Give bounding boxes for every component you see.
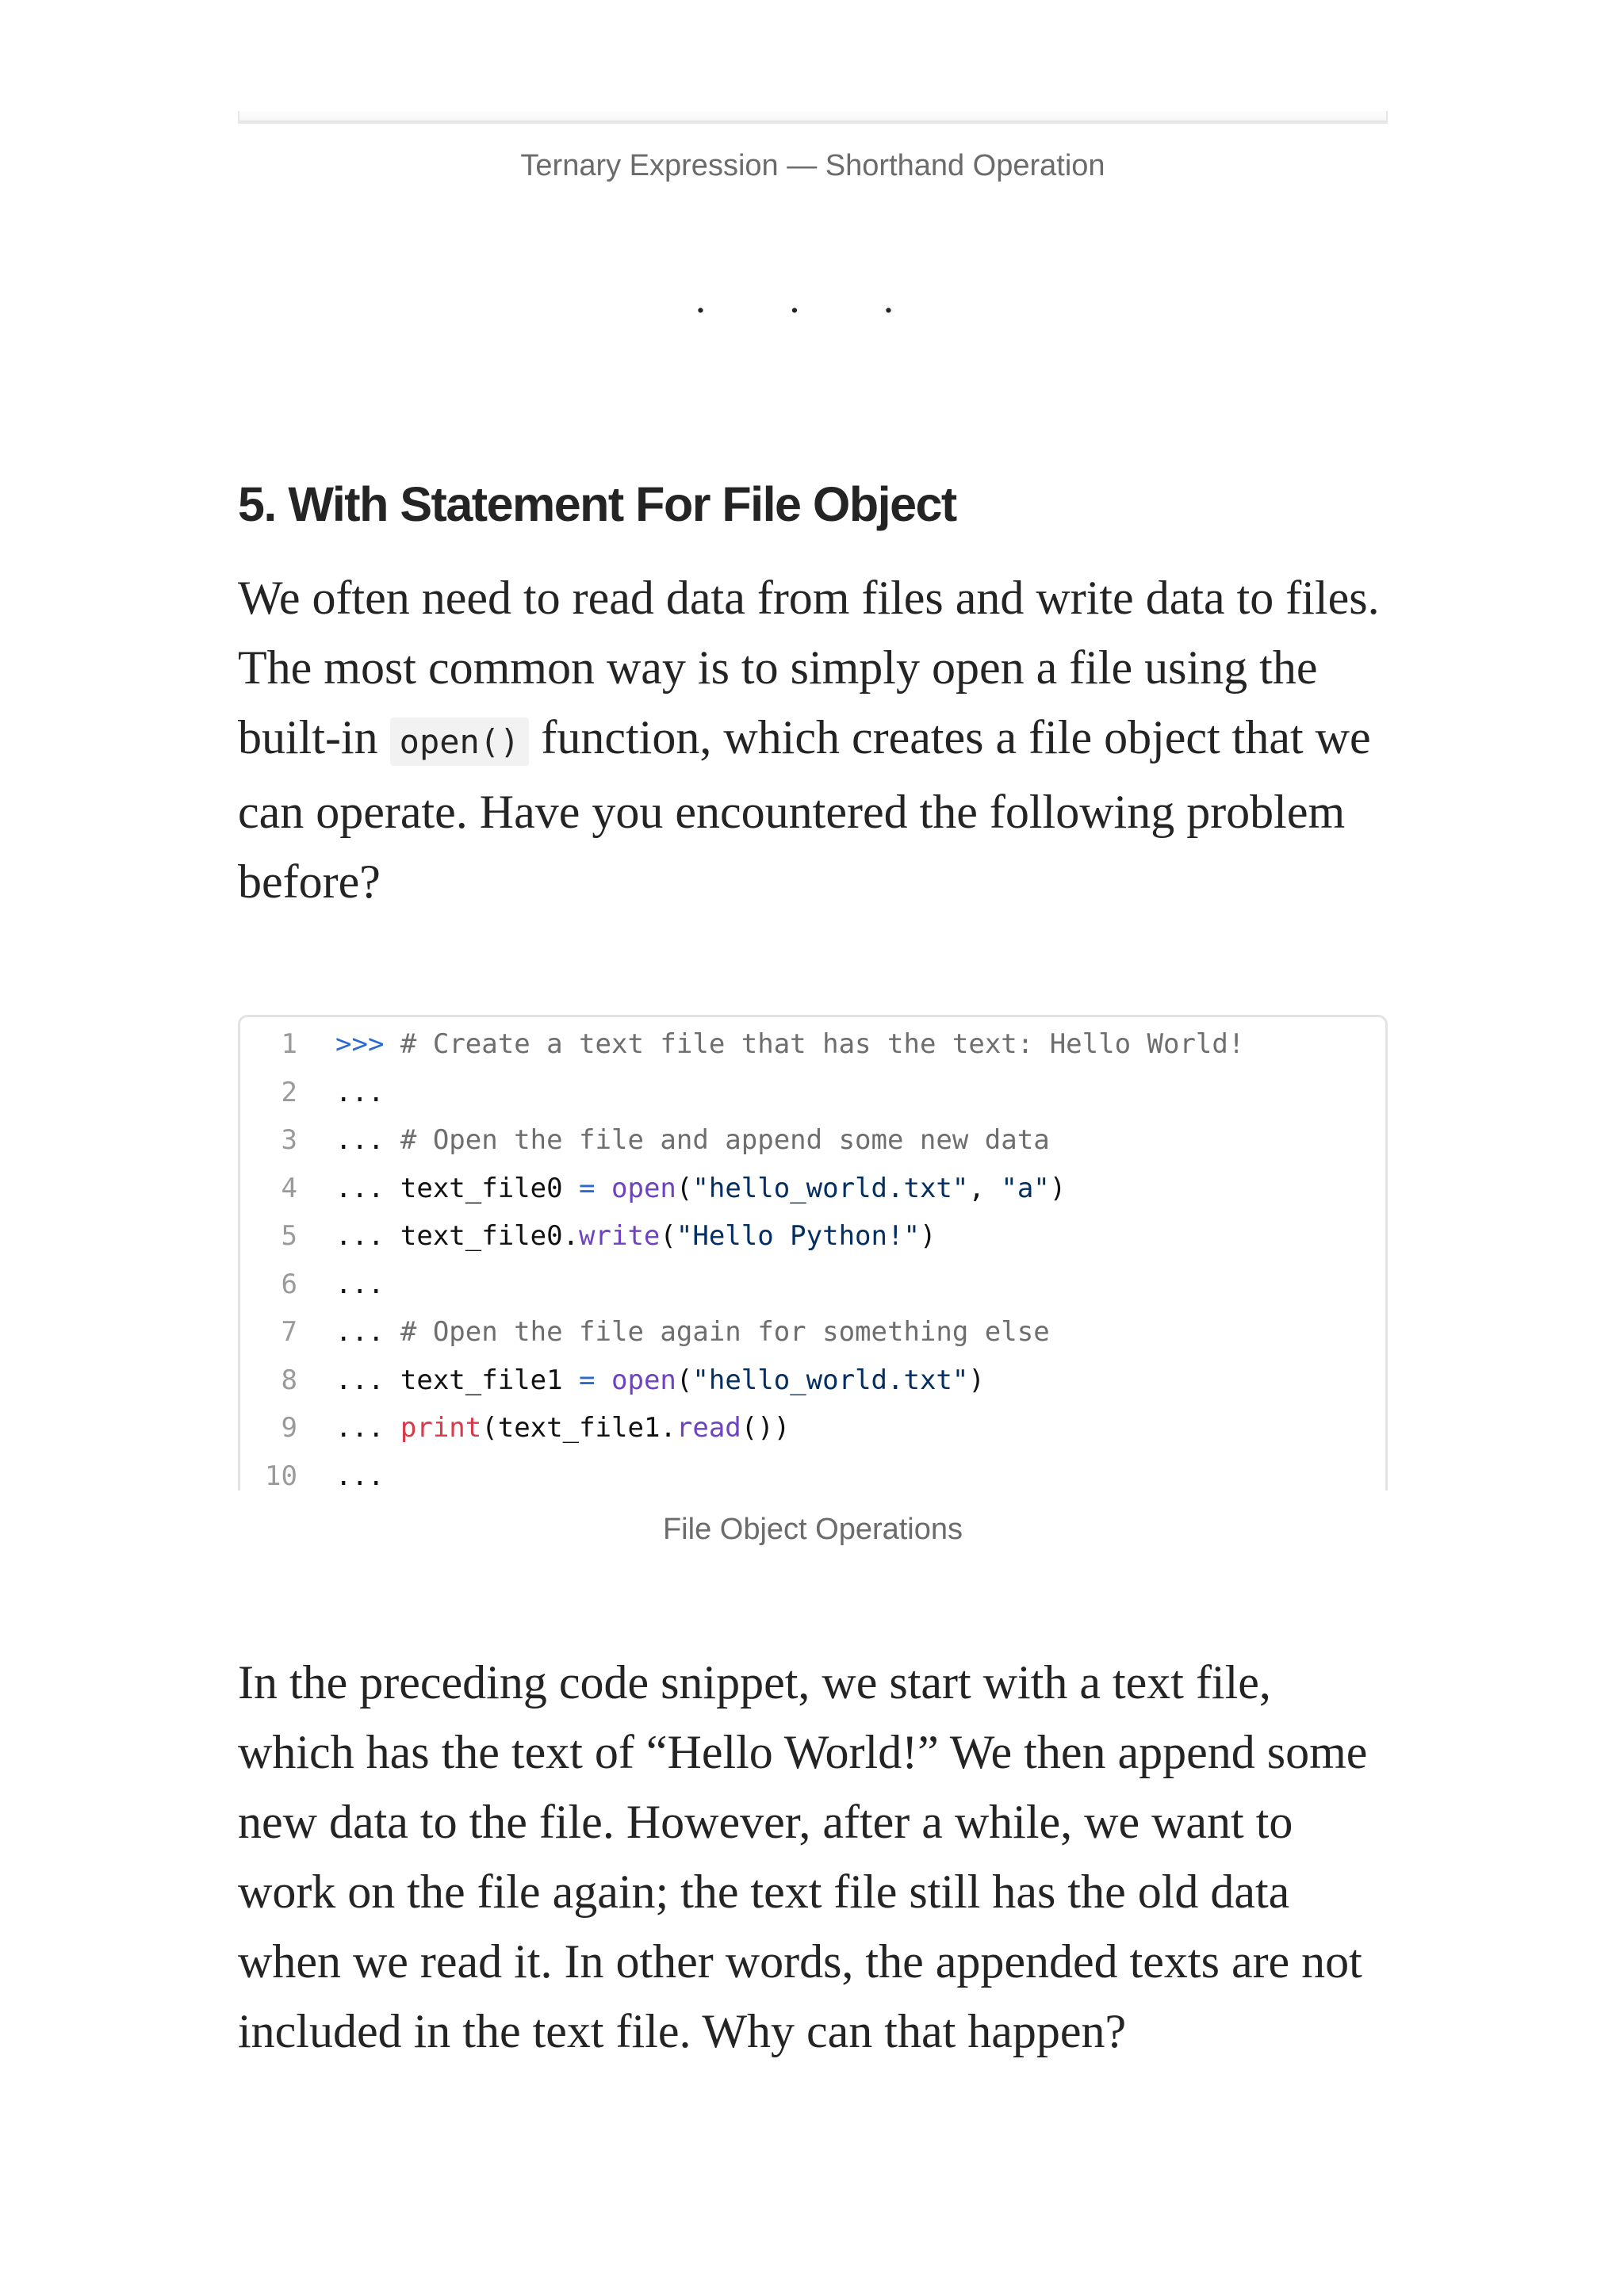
code-line	[240, 1116, 1385, 1164]
code-token	[596, 1173, 611, 1204]
code-token: open	[611, 1172, 676, 1204]
line-number: 7	[281, 1316, 297, 1348]
code-text	[335, 1116, 1050, 1164]
followup-paragraph: In the preceding code snippet, we start with a text file, which has the text of “Hello World!” We then append some new data to the file. However, after a while, we want to work on the file again; the text file still has the old data when we read it. In other words, the appended texts are not included in the text file. Why can that happen?	[238, 1656, 1368, 2057]
code-block[interactable]	[238, 1015, 1388, 1490]
inline-code-open: open()	[390, 718, 530, 766]
code-token: ...	[335, 1412, 400, 1444]
intro-paragraph	[238, 563, 1396, 916]
code-token: print	[400, 1412, 482, 1444]
code-text	[335, 1165, 1066, 1212]
section-heading: 5. With Statement For File Object	[238, 477, 956, 531]
code-token: "hello_world.txt"	[692, 1364, 969, 1396]
code-text	[335, 1261, 384, 1308]
code-token: (text_file1.	[481, 1412, 676, 1444]
section-separator: · · ·	[694, 289, 930, 333]
line-number: 9	[281, 1412, 297, 1444]
code-text	[335, 1020, 1244, 1068]
code-line	[240, 1020, 1385, 1068]
intro-text-part1: We often need to read data from files and write data to files. The most common way is to simply open a file using the built-in	[238, 572, 1380, 763]
line-number: 5	[281, 1220, 297, 1252]
code-token: ,	[968, 1172, 1002, 1204]
code-token	[596, 1364, 611, 1396]
code-token: # Create a text file that has the text: Hello World!	[400, 1028, 1245, 1060]
code-token	[384, 1028, 400, 1060]
code-line	[240, 1261, 1385, 1308]
code-token: # Open the file and append some new data	[400, 1124, 1050, 1156]
code-token: ... text_file1	[335, 1364, 580, 1396]
code-line	[240, 1308, 1385, 1356]
code-token: (	[660, 1220, 676, 1252]
code-text	[335, 1357, 985, 1404]
embed-frame-bottom	[238, 111, 1388, 124]
line-number: 3	[281, 1124, 297, 1156]
code-token: (	[676, 1172, 693, 1204]
code-token: "a"	[1001, 1172, 1050, 1204]
intro-text-part2: function, which creates a file object that we can operate. Have you encountered the following problem before?	[238, 711, 1371, 908]
code-token: write	[579, 1220, 661, 1252]
code-token: ...	[335, 1316, 400, 1348]
code-token: )	[1049, 1172, 1067, 1204]
code-text	[335, 1404, 790, 1452]
code-token: read	[676, 1412, 741, 1444]
figure-caption-code: File Object Operations	[662, 1513, 963, 1546]
code-line	[240, 1069, 1385, 1116]
code-token: # Open the file again for something else	[400, 1316, 1050, 1348]
line-number: 2	[281, 1076, 297, 1108]
code-token: =	[579, 1172, 596, 1204]
line-number: 6	[281, 1268, 297, 1300]
code-line	[240, 1357, 1385, 1404]
code-token: =	[579, 1364, 596, 1396]
code-text	[335, 1452, 384, 1491]
code-token: ...	[335, 1124, 400, 1156]
figure-caption-ternary: Ternary Expression — Shorthand Operation	[520, 149, 1105, 182]
line-number: 1	[281, 1028, 297, 1060]
code-line	[240, 1165, 1385, 1212]
code-token: "Hello Python!"	[676, 1220, 920, 1252]
code-token: ())	[741, 1412, 791, 1444]
code-text	[335, 1308, 1050, 1356]
line-number: 8	[281, 1364, 297, 1396]
code-token: )	[968, 1364, 985, 1396]
line-number: 10	[265, 1460, 297, 1490]
line-number: 4	[281, 1172, 297, 1204]
code-token: "hello_world.txt"	[692, 1172, 969, 1204]
code-line	[240, 1452, 1385, 1491]
code-token: (	[676, 1364, 693, 1396]
code-text	[335, 1212, 936, 1260]
code-line	[240, 1404, 1385, 1452]
code-text	[335, 1069, 384, 1116]
code-token: ...	[335, 1460, 385, 1490]
code-token: )	[919, 1220, 936, 1252]
code-line	[240, 1212, 1385, 1260]
code-token: >>>	[335, 1028, 385, 1060]
code-token: ... text_file0	[335, 1172, 580, 1204]
code-token: ...	[335, 1076, 385, 1108]
code-token: ...	[335, 1268, 385, 1300]
code-token: open	[611, 1364, 676, 1396]
code-token: ... text_file0.	[335, 1220, 580, 1252]
